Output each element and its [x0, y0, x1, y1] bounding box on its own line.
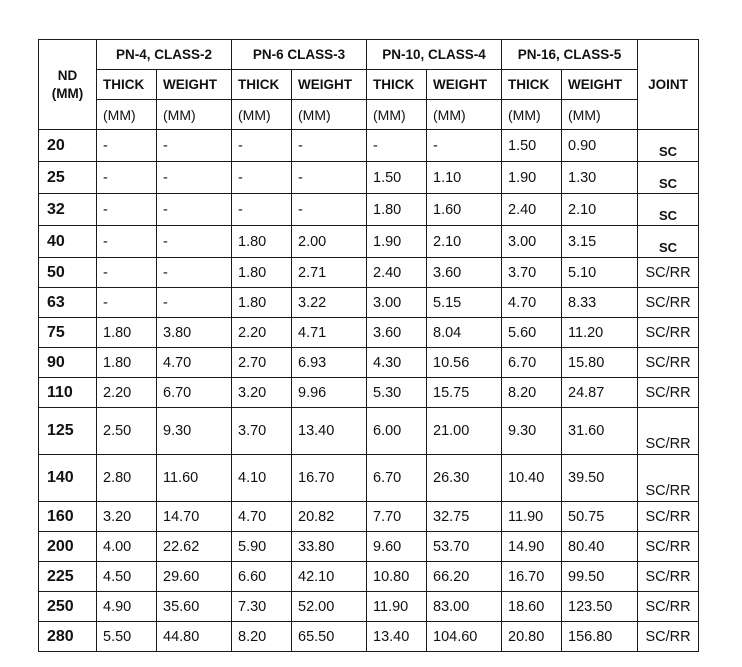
thick-cell: 3.00 — [502, 226, 562, 258]
weight-header: WEIGHT — [427, 70, 502, 100]
nd-header — [39, 40, 97, 130]
weight-cell: 2.10 — [427, 226, 502, 258]
thick-cell: 5.60 — [502, 318, 562, 348]
thick-cell: 16.70 — [502, 562, 562, 592]
thick-cell: 4.90 — [97, 592, 157, 622]
weight-cell: 13.40 — [292, 408, 367, 455]
thick-cell: 2.70 — [232, 348, 292, 378]
nd-cell: 125 — [39, 408, 97, 455]
thick-cell: 2.40 — [502, 194, 562, 226]
thick-cell: 4.50 — [97, 562, 157, 592]
weight-cell: 3.22 — [292, 288, 367, 318]
thick-cell: 5.90 — [232, 532, 292, 562]
thick-cell: 2.20 — [232, 318, 292, 348]
thick-cell: 2.80 — [97, 455, 157, 502]
thick-cell: 3.70 — [232, 408, 292, 455]
thick-cell: 10.80 — [367, 562, 427, 592]
weight-cell: 22.62 — [157, 532, 232, 562]
nd-cell: 90 — [39, 348, 97, 378]
weight-cell: 6.93 — [292, 348, 367, 378]
nd-cell: 280 — [39, 622, 97, 652]
table-row — [39, 592, 699, 622]
pipe-spec-table — [38, 39, 699, 652]
thick-cell: 3.00 — [367, 288, 427, 318]
thick-cell: - — [97, 258, 157, 288]
table-body — [39, 130, 699, 652]
table-row — [39, 130, 699, 162]
thick-cell: 2.50 — [97, 408, 157, 455]
weight-cell: - — [157, 194, 232, 226]
table-row — [39, 258, 699, 288]
thick-cell: 1.50 — [367, 162, 427, 194]
weight-cell: 0.90 — [562, 130, 638, 162]
table-row — [39, 622, 699, 652]
nd-cell: 63 — [39, 288, 97, 318]
weight-cell: 52.00 — [292, 592, 367, 622]
nd-cell: 200 — [39, 532, 97, 562]
weight-cell: 50.75 — [562, 502, 638, 532]
weight-cell: - — [157, 288, 232, 318]
table-row — [39, 162, 699, 194]
thick-header: THICK — [97, 70, 157, 100]
weight-cell: - — [157, 130, 232, 162]
thick-cell: 11.90 — [367, 592, 427, 622]
weight-cell: 9.30 — [157, 408, 232, 455]
weight-cell: 9.96 — [292, 378, 367, 408]
thick-cell: 2.20 — [97, 378, 157, 408]
weight-cell: 2.71 — [292, 258, 367, 288]
thick-cell: 11.90 — [502, 502, 562, 532]
weight-cell: 20.82 — [292, 502, 367, 532]
thick-cell: 1.50 — [502, 130, 562, 162]
class-header: PN-10, CLASS-4 — [367, 40, 502, 70]
weight-header: WEIGHT — [292, 70, 367, 100]
joint-cell: SC — [638, 162, 699, 194]
weight-cell: 4.70 — [157, 348, 232, 378]
thick-cell: 5.50 — [97, 622, 157, 652]
weight-cell: 29.60 — [157, 562, 232, 592]
weight-cell: 104.60 — [427, 622, 502, 652]
joint-cell: SC/RR — [638, 592, 699, 622]
joint-cell: SC/RR — [638, 318, 699, 348]
thick-cell: 3.20 — [97, 502, 157, 532]
weight-cell: 66.20 — [427, 562, 502, 592]
thick-unit: (MM) — [502, 100, 562, 130]
nd-cell: 50 — [39, 258, 97, 288]
thick-cell: - — [232, 162, 292, 194]
thick-cell: - — [232, 130, 292, 162]
thick-cell: - — [97, 130, 157, 162]
thick-cell: 1.90 — [502, 162, 562, 194]
weight-cell: - — [427, 130, 502, 162]
weight-cell: - — [157, 258, 232, 288]
weight-cell: 5.10 — [562, 258, 638, 288]
weight-cell: 3.15 — [562, 226, 638, 258]
nd-cell: 140 — [39, 455, 97, 502]
thick-cell: 4.30 — [367, 348, 427, 378]
thick-cell: 4.00 — [97, 532, 157, 562]
thick-cell: 3.60 — [367, 318, 427, 348]
nd-cell: 160 — [39, 502, 97, 532]
weight-cell: 24.87 — [562, 378, 638, 408]
thick-unit: (MM) — [367, 100, 427, 130]
weight-unit: (MM) — [427, 100, 502, 130]
thick-cell: 1.80 — [232, 288, 292, 318]
nd-header-label: ND — [57, 67, 78, 83]
thick-cell: 20.80 — [502, 622, 562, 652]
thick-cell: 4.70 — [502, 288, 562, 318]
weight-cell: 16.70 — [292, 455, 367, 502]
thick-cell: 9.60 — [367, 532, 427, 562]
thick-cell: 1.80 — [367, 194, 427, 226]
thick-cell: 1.80 — [97, 348, 157, 378]
weight-header: WEIGHT — [157, 70, 232, 100]
weight-cell: 4.71 — [292, 318, 367, 348]
table-row — [39, 455, 699, 502]
thick-cell: 8.20 — [232, 622, 292, 652]
nd-cell: 20 — [39, 130, 97, 162]
joint-cell: SC/RR — [638, 622, 699, 652]
weight-unit: (MM) — [157, 100, 232, 130]
joint-cell: SC — [638, 226, 699, 258]
table-row — [39, 226, 699, 258]
weight-cell: 5.15 — [427, 288, 502, 318]
thick-cell: - — [97, 194, 157, 226]
joint-cell: SC/RR — [638, 378, 699, 408]
weight-cell: 42.10 — [292, 562, 367, 592]
weight-cell: 156.80 — [562, 622, 638, 652]
thick-cell: 6.60 — [232, 562, 292, 592]
table-row — [39, 532, 699, 562]
thick-cell: - — [97, 288, 157, 318]
weight-cell: 65.50 — [292, 622, 367, 652]
thick-header: THICK — [367, 70, 427, 100]
weight-cell: - — [157, 226, 232, 258]
thick-cell: 1.90 — [367, 226, 427, 258]
weight-cell: - — [292, 130, 367, 162]
nd-cell: 75 — [39, 318, 97, 348]
joint-cell: SC/RR — [638, 455, 699, 502]
thick-cell: 6.70 — [367, 455, 427, 502]
weight-cell: 6.70 — [157, 378, 232, 408]
thick-cell: 3.20 — [232, 378, 292, 408]
nd-header-unit: (MM) — [51, 85, 84, 101]
weight-cell: 99.50 — [562, 562, 638, 592]
thick-unit: (MM) — [97, 100, 157, 130]
thick-cell: 10.40 — [502, 455, 562, 502]
thick-cell: 4.70 — [232, 502, 292, 532]
weight-cell: 123.50 — [562, 592, 638, 622]
joint-cell: SC/RR — [638, 502, 699, 532]
table-row — [39, 562, 699, 592]
joint-cell: SC/RR — [638, 258, 699, 288]
table-row — [39, 502, 699, 532]
thick-header: THICK — [232, 70, 292, 100]
nd-cell: 25 — [39, 162, 97, 194]
joint-cell: SC — [638, 130, 699, 162]
weight-cell: 10.56 — [427, 348, 502, 378]
table-row — [39, 378, 699, 408]
weight-cell: 8.04 — [427, 318, 502, 348]
nd-cell: 250 — [39, 592, 97, 622]
class-header: PN-6 CLASS-3 — [232, 40, 367, 70]
weight-cell: 11.60 — [157, 455, 232, 502]
thick-cell: 1.80 — [232, 258, 292, 288]
thick-cell: 1.80 — [97, 318, 157, 348]
weight-cell: 39.50 — [562, 455, 638, 502]
thick-cell: 2.40 — [367, 258, 427, 288]
weight-cell: 3.60 — [427, 258, 502, 288]
joint-cell: SC — [638, 194, 699, 226]
weight-cell: 2.00 — [292, 226, 367, 258]
weight-cell: 44.80 — [157, 622, 232, 652]
weight-cell: 15.80 — [562, 348, 638, 378]
thick-cell: - — [97, 226, 157, 258]
weight-cell: - — [157, 162, 232, 194]
weight-header: WEIGHT — [562, 70, 638, 100]
thick-cell: 18.60 — [502, 592, 562, 622]
thick-cell: 3.70 — [502, 258, 562, 288]
thick-header: THICK — [502, 70, 562, 100]
weight-cell: 31.60 — [562, 408, 638, 455]
weight-cell: 83.00 — [427, 592, 502, 622]
nd-cell: 110 — [39, 378, 97, 408]
thick-cell: 6.70 — [502, 348, 562, 378]
thick-cell: 4.10 — [232, 455, 292, 502]
weight-cell: 3.80 — [157, 318, 232, 348]
weight-cell: 32.75 — [427, 502, 502, 532]
nd-cell: 225 — [39, 562, 97, 592]
weight-cell: 14.70 — [157, 502, 232, 532]
joint-cell: SC/RR — [638, 532, 699, 562]
nd-cell: 40 — [39, 226, 97, 258]
thick-cell: - — [232, 194, 292, 226]
thick-cell: 7.30 — [232, 592, 292, 622]
weight-cell: 21.00 — [427, 408, 502, 455]
thick-cell: - — [97, 162, 157, 194]
weight-unit: (MM) — [562, 100, 638, 130]
thick-cell: 8.20 — [502, 378, 562, 408]
weight-cell: 1.10 — [427, 162, 502, 194]
thick-cell: - — [367, 130, 427, 162]
weight-cell: 35.60 — [157, 592, 232, 622]
thick-cell: 1.80 — [232, 226, 292, 258]
weight-cell: 80.40 — [562, 532, 638, 562]
weight-cell: 1.30 — [562, 162, 638, 194]
table-row — [39, 194, 699, 226]
weight-unit: (MM) — [292, 100, 367, 130]
weight-cell: 11.20 — [562, 318, 638, 348]
weight-cell: - — [292, 162, 367, 194]
weight-cell: 26.30 — [427, 455, 502, 502]
weight-cell: 15.75 — [427, 378, 502, 408]
joint-cell: SC/RR — [638, 288, 699, 318]
thick-cell: 5.30 — [367, 378, 427, 408]
joint-cell: SC/RR — [638, 408, 699, 455]
joint-cell: SC/RR — [638, 348, 699, 378]
thick-cell: 13.40 — [367, 622, 427, 652]
thick-unit: (MM) — [232, 100, 292, 130]
joint-header: JOINT — [638, 40, 699, 130]
weight-cell: - — [292, 194, 367, 226]
nd-cell: 32 — [39, 194, 97, 226]
table-row — [39, 408, 699, 455]
thick-cell: 7.70 — [367, 502, 427, 532]
thick-cell: 14.90 — [502, 532, 562, 562]
class-header: PN-4, CLASS-2 — [97, 40, 232, 70]
joint-cell: SC/RR — [638, 562, 699, 592]
thick-cell: 9.30 — [502, 408, 562, 455]
weight-cell: 53.70 — [427, 532, 502, 562]
class-header: PN-16, CLASS-5 — [502, 40, 638, 70]
weight-cell: 33.80 — [292, 532, 367, 562]
table-row — [39, 318, 699, 348]
table-row — [39, 348, 699, 378]
table-row — [39, 288, 699, 318]
weight-cell: 8.33 — [562, 288, 638, 318]
weight-cell: 1.60 — [427, 194, 502, 226]
weight-cell: 2.10 — [562, 194, 638, 226]
thick-cell: 6.00 — [367, 408, 427, 455]
